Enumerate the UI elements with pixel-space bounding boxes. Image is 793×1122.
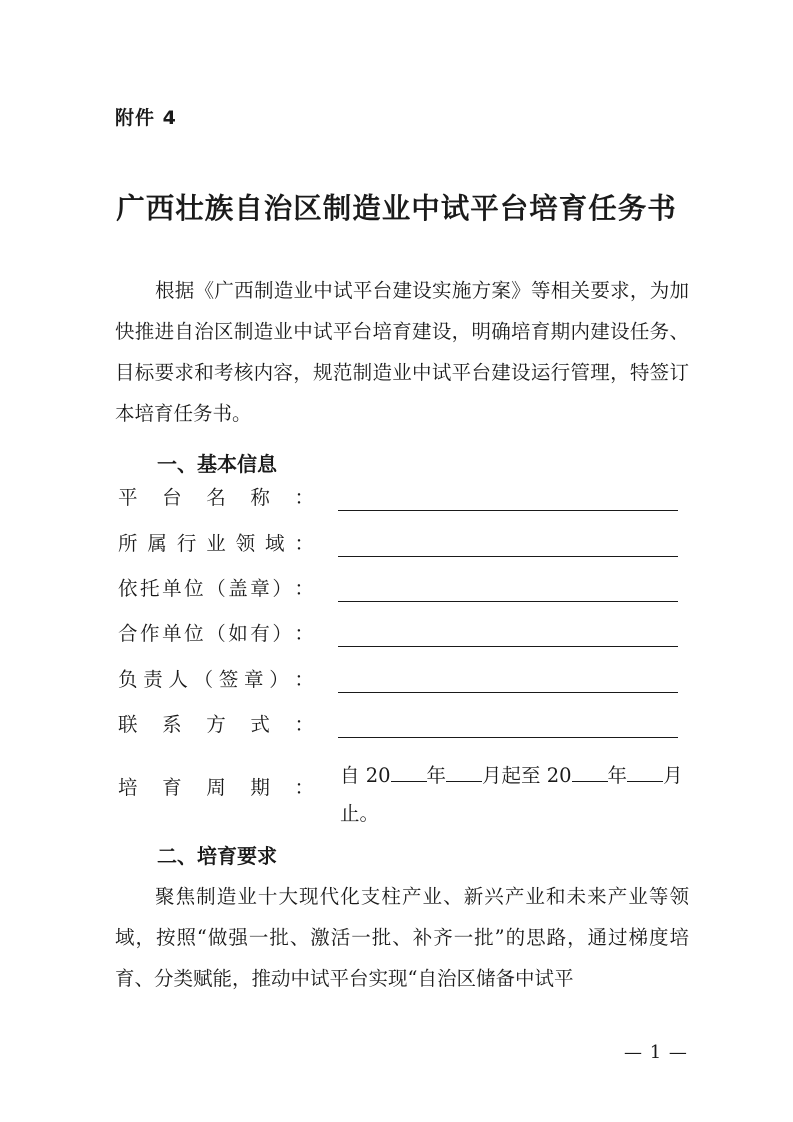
page-number: — 1 — [624,1042,688,1063]
form-row-partner-unit [118,619,688,649]
attachment-label: 附件 4 [115,107,177,129]
form-row-responsible-person [118,665,688,695]
end-year-blank[interactable] [572,757,608,782]
host-unit-input-line[interactable] [338,601,678,602]
form-row-industry [118,529,688,559]
document-title: 广西壮族自治区制造业中试平台培育任务书 [116,192,677,225]
year-text: 年 [607,764,628,787]
intro-paragraph: 根据《广西制造业中试平台建设实施方案》等相关要求，为加快推进自治区制造业中试平台培育建设，明确培育期内建设任务、目标要求和考核内容，规范制造业中试平台建设运行管理，特签订本培育任务书。 [115,279,689,425]
field-label: 合 作 单 位 （ 如 有 ） ： [118,622,314,645]
start-month-blank[interactable] [446,757,482,782]
field-label: 培 育 周 期 ： [118,776,314,799]
period-from-text: 自 20 [340,764,391,787]
form-row-platform-name [118,483,688,513]
industry-input-line[interactable] [338,556,678,557]
field-label: 依 托 单 位 （ 盖 章 ） ： [118,577,314,600]
month-text: 月 [663,764,683,787]
period-value [340,757,685,833]
field-label: 平 台 名 称 ： [118,486,314,509]
form-row-contact [118,710,688,740]
field-label: 所 属 行 业 领 域 ： [118,532,314,555]
year-text: 年 [426,764,447,787]
end-month-blank[interactable] [627,757,663,782]
field-label: 联 系 方 式 ： [118,713,314,736]
section-heading-basic-info: 一、基本信息 [157,452,277,476]
partner-unit-input-line[interactable] [338,646,678,647]
section-heading-requirements: 二、培育要求 [157,844,277,868]
platform-name-input-line[interactable] [338,510,678,511]
start-year-blank[interactable] [391,757,427,782]
form-row-host-unit [118,574,688,604]
responsible-person-input-line[interactable] [338,692,678,693]
requirements-paragraph: 聚焦制造业十大现代化支柱产业、新兴产业和未来产业等领域，按照“做强一批、激活一批、补齐一批”的思路，通过梯度培育、分类赋能，推动中试平台实现“自治区储备中试平 [115,885,689,990]
field-label: 负 责 人 （ 签 章 ） ： [118,668,314,691]
period-to-text: 月起至 20 [482,764,572,787]
contact-input-line[interactable] [338,737,678,738]
period-end-text: 止。 [340,802,380,825]
